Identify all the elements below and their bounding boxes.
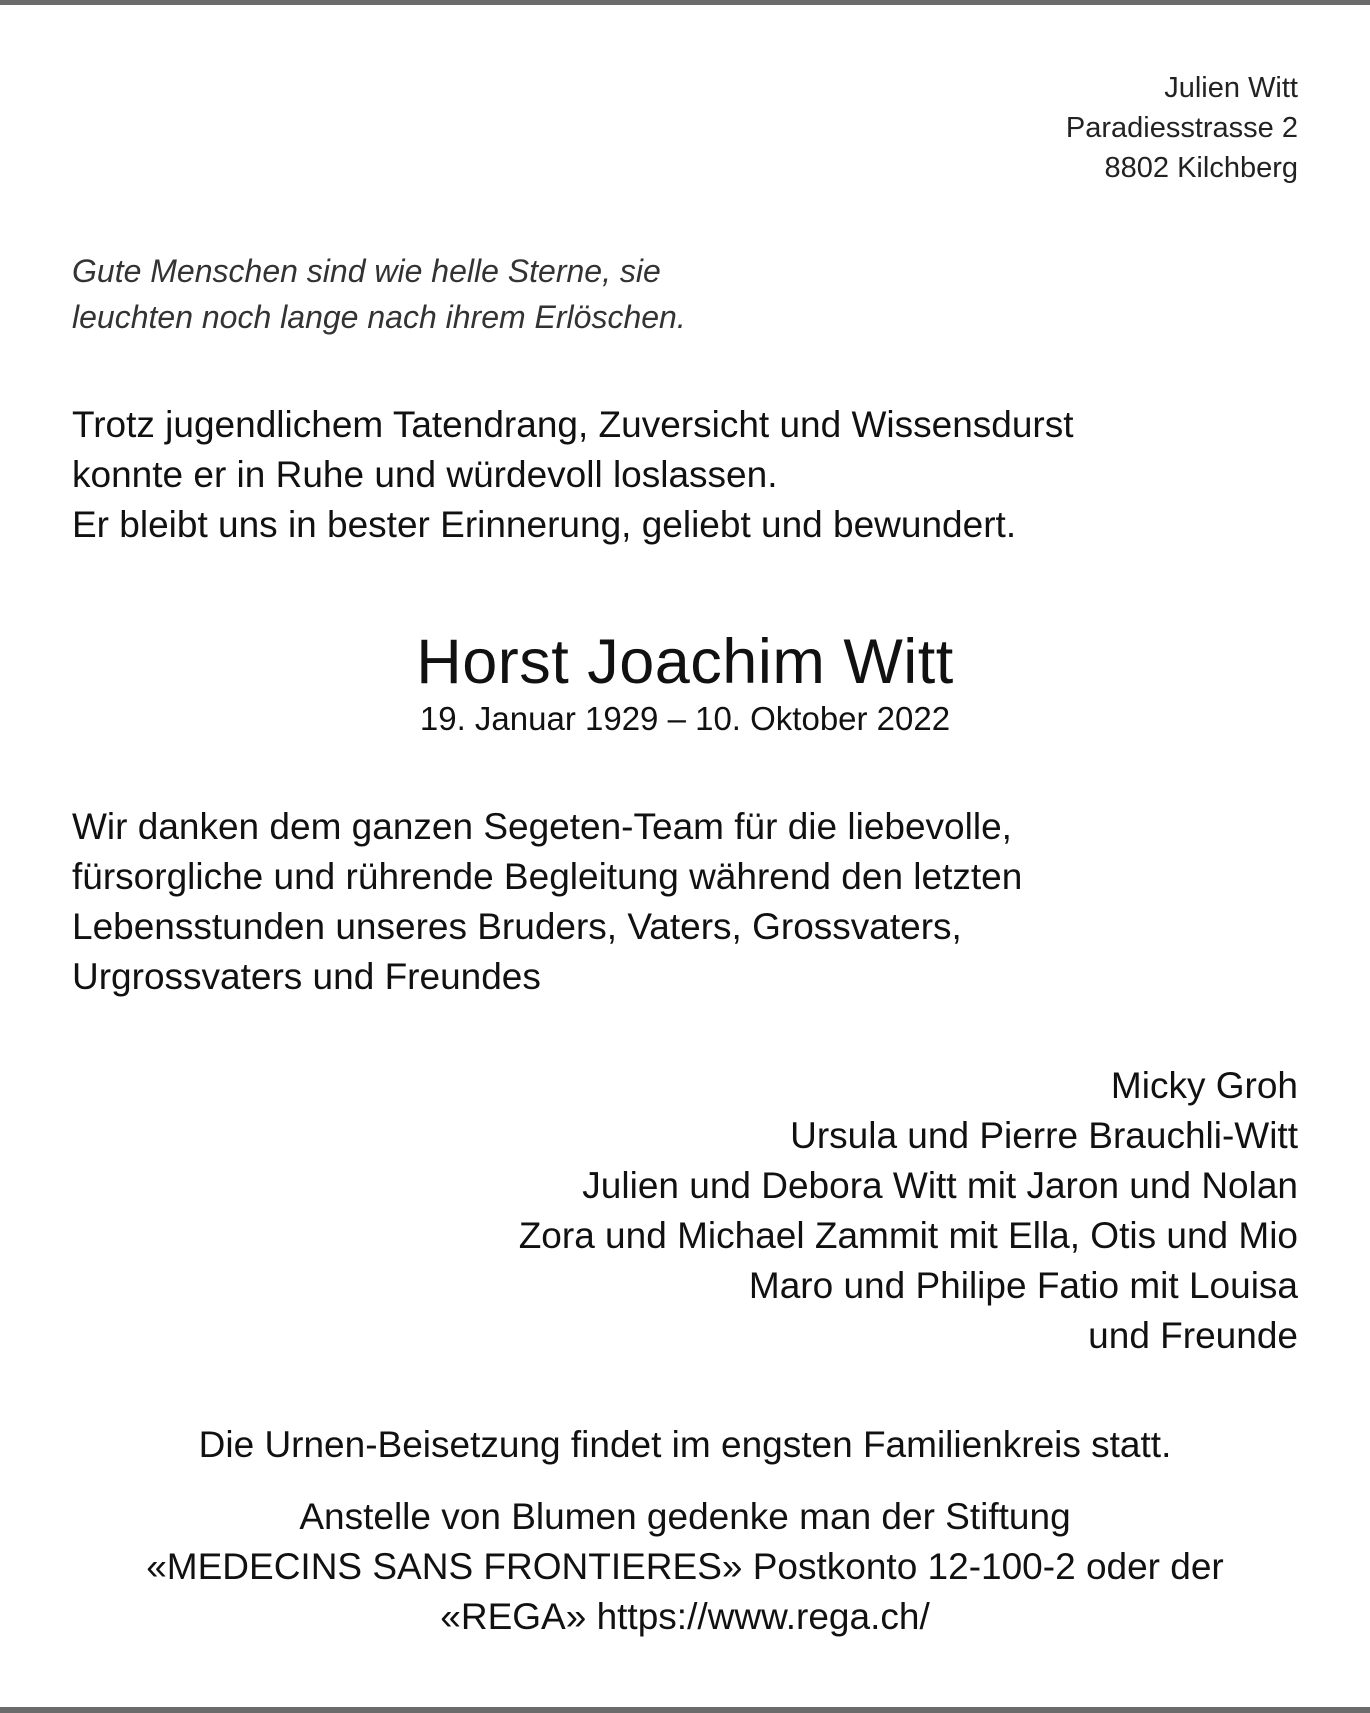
intro-line: konnte er in Ruhe und würdevoll loslassen.	[72, 454, 778, 495]
bottom-border	[0, 1707, 1370, 1713]
intro-paragraph	[72, 400, 1074, 550]
mourner-entry: Ursula und Pierre Brauchli-Witt	[790, 1115, 1298, 1156]
death-notice	[72, 0, 1298, 1700]
mourner-entry: Zora und Michael Zammit mit Ella, Otis und Mio	[518, 1215, 1298, 1256]
thanks-line: fürsorgliche und rührende Begleitung während den letzten	[72, 856, 1023, 897]
sender-address	[1066, 68, 1298, 188]
donation-notice	[72, 1492, 1298, 1642]
mourner-entry: Julien und Debora Witt mit Jaron und Nolan	[582, 1165, 1298, 1206]
mourner-entry: Micky Groh	[1110, 1065, 1298, 1106]
deceased-name: Horst Joachim Witt	[416, 627, 954, 697]
sender-city: 8802 Kilchberg	[1104, 152, 1298, 184]
mourners-list	[519, 1061, 1298, 1361]
thanks-paragraph	[72, 802, 1022, 1002]
mourner-entry: Maro und Philipe Fatio mit Louisa	[748, 1265, 1298, 1306]
deceased-block	[72, 625, 1298, 739]
deceased-dates: 19. Januar 1929 – 10. Oktober 2022	[419, 700, 951, 737]
donation-line: «MEDECINS SANS FRONTIERES» Postkonto 12-100-2 oder der	[146, 1546, 1224, 1587]
donation-line: «REGA» https://www.rega.ch/	[440, 1596, 930, 1637]
motto-line: Gute Menschen sind wie helle Sterne, sie	[72, 253, 661, 289]
thanks-line: Urgrossvaters und Freundes	[72, 956, 541, 997]
motto-line: leuchten noch lange nach ihrem Erlöschen.	[72, 299, 686, 335]
thanks-line: Lebensstunden unseres Bruders, Vaters, Grossvaters,	[72, 906, 962, 947]
intro-line: Er bleibt uns in bester Erinnerung, geliebt und bewundert.	[72, 504, 1017, 545]
sender-street: Paradiesstrasse 2	[1065, 112, 1298, 144]
funeral-notice: Die Urnen-Beisetzung findet im engsten Familienkreis statt.	[198, 1424, 1172, 1465]
mourner-entry: und Freunde	[1088, 1315, 1298, 1356]
donation-line: Anstelle von Blumen gedenke man der Stiftung	[299, 1496, 1071, 1537]
motto-quote	[72, 248, 686, 340]
sender-name: Julien Witt	[1164, 72, 1298, 104]
thanks-line: Wir danken dem ganzen Segeten-Team für die liebevolle,	[72, 806, 1012, 847]
intro-line: Trotz jugendlichem Tatendrang, Zuversicht und Wissensdurst	[72, 404, 1074, 445]
